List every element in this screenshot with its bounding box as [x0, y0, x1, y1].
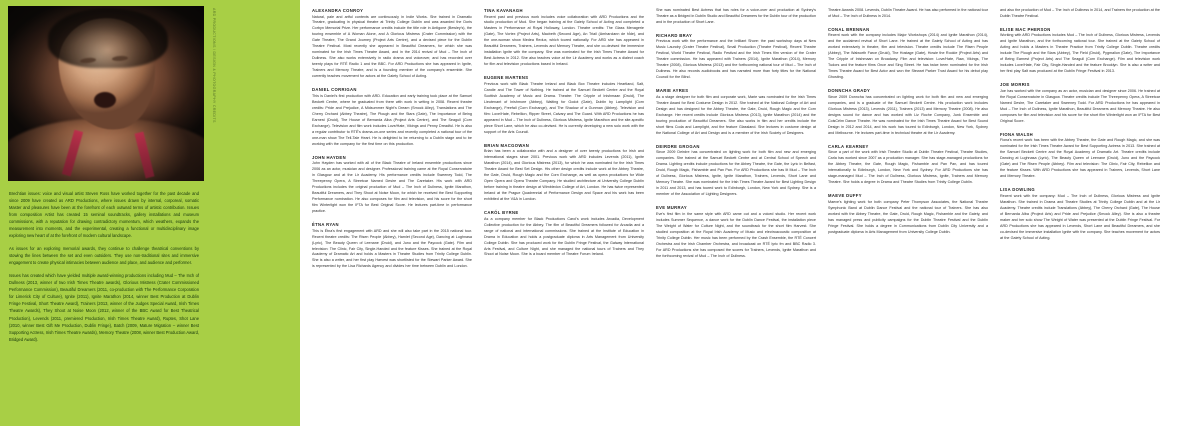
- company-biography-paragraph-1: Brechtian issues: voice and visual artist Steven Ross have worked together for the past decade and since 2009 have created as ARD Productions, where issues drawn by internal, corporeal, somatic Master and pleasures have been at the forefront of each outward terms of artistic contribution. Issues from composition Artist has created 15 seminal soundtracks, gallery installations and museum commissions, with a reputation for drawing contradictory momentum, which weathers, expands the measurement into moments, and the experimental, creating a functional or multidisciplinary image exploring new heart of at the forefront of modern cultural landscape.: [9, 191, 199, 239]
- company-biography-paragraph-2: As issues for an exploring memorial awards, they continue to challenge theatrical conventions by stowing the lines between the set and even outsiders. They use non-traditional sites and immersive engagement to create physical intimacies between audience and place, and audience and performer.: [9, 246, 199, 266]
- left-green-panel: [0, 0, 300, 426]
- bio-entry: [828, 88, 988, 136]
- bio-entry: [484, 75, 644, 135]
- bio-name: ALEXANDRA CONROY: [312, 8, 364, 13]
- bio-entry: [312, 155, 472, 215]
- bio-body: Since a part of the work with Irish Theatre Studio at Dublin Theatre Festival, Theatre Studies, Carla has worked since 2007 as a production manager. She has stage-managed productions for the Abbey Theatre, the Gate, Rough Magic, Fishamble and Pan Pan, and has toured internationally to Edinburgh, London, New York and Sydney. For ARD Productions she has stage-managed Mud – The Inch of Dullness, Glorious Mistress, Ignite, Trainers and Memory Theatre. She holds a degree in Drama and Theatre Studies from Trinity College Dublin.: [828, 150, 988, 185]
- bio-name: CONAL BRENNAN: [828, 26, 870, 32]
- bio-entry: [656, 205, 816, 259]
- text-column-3: [656, 8, 816, 418]
- photo-vignette: [8, 6, 204, 181]
- bio-body: Previous work with the performance and the brilliant Shore: the past workshop days at New Music Laundry (Crater Theatre Festival), Small Production (Theatre Festival), Recent Theatre Festival, World Theatre Festival, Radio Festival and the Irish Times film version of the Crater Theatre commission. He has appeared with Trainers (2014), Ignite Marathon (2014), Memory Theatre (2008), Glorious Mistress (2013) and the forthcoming national tour of Mud – The Inch of Dullness. He also records audiobooks and has narrated more than forty titles for the National Council for the Blind.: [656, 39, 816, 80]
- column-runover-text: She was nominated Best Actress that has roles for a voice-over and production at Sydney's Theatre as a Bridged in Dublin Studio and Beautiful Dreamers for the Dublin tour of the production and in the production of Short Lane.: [656, 8, 816, 24]
- bio-name: DONNCHA GRADY: [828, 88, 871, 94]
- bio-body: Brian has been a collaborator with and a designer of over twenty productions for Irish and international stages since 2001. Previous work with ARD includes Levends (2011), Ignite Marathon (2014), and Glorious Mistress (2013), for which he was nominated for the Irish Times Theatre Award for Best Set Design. His other design credits include work at the Abbey Theatre, the Gate, Druid, Rough Magic and the Corn Exchange, as well as opera productions for Wide Open Opera and Opera Theatre Company. He studied architecture at University College Dublin before training in theatre design at Wimbledon College of Art, London. He has twice represented Ireland at the Prague Quadrennial of Performance Design and Space and his work has been exhibited at the V&A in London.: [484, 149, 644, 202]
- bio-name: MARIE AYRES: [656, 88, 689, 94]
- bio-name: ÉTNA RYAN: [312, 222, 339, 228]
- bio-body: Natural, pale and artful contexts are continuously in Indie Works. She trained in Dramatic Theatre, graduating in physical theatre at Trinity College Dublin and was awarded the Doris Corbyn Memorial Prize. Her performance credits include the title role in Antigone (Bewley's), the touring ensemble of A Woman Alone, and A Glorious Mistress (Crater Commission) with the Gate Theatre, The Grand Journey (Project Arts Centre), and a devised piece for the Dublin Theatre Festival. Most recently she appeared in Beautiful Dreamers, for which she was nominated for the Irish Times Theatre Award, and in the 2014 revival of Mud – The Inch of Dullness. She also works extensively in radio drama and voiceover, and has recorded over twenty plays for RTÉ Radio 1 and the BBC. For ARD Productions she has appeared in Ignite, Trainers and Memory Theatre, and is a founding member of the company's ensemble. She currently teaches movement for actors at the Gaiety School of Acting.: [312, 14, 472, 79]
- bio-name: FIONA WALSH: [1000, 131, 1034, 137]
- bio-entry: [1000, 82, 1160, 124]
- column-runover-text: and also the production of Mud – The Inch of Dullness in 2014, and Trainers the production at the Dublin Theatre Festival.: [1000, 8, 1160, 18]
- bio-body: Joe has worked with the company as an actor, musician and designer since 2006. He trained at the Royal Conservatoire in Glasgow. Theatre credits include The Threepenny Opera, A Streetcar Named Desire, The Caretaker and Sweeney Todd. For ARD Productions he has appeared in Mud – The Inch of Dullness, Ignite Marathon, Beautiful Dreamers and Memory Theatre. He also composes for film and television and his score for the short film Winterlight won an IFTA for Best Original Score.: [1000, 88, 1160, 123]
- bio-body: Recent past and previous work includes voice collaboration with ARD Productions and the studio production of Mud. She began training at the Gaiety School of Acting and completed a Masters in Performance at Royal Holloway, London. Theatre credits: The Glass Menagerie (Gate), The Vortex (Project Arts), Macbeth (Second Age), An Triail (Amharclann de hÍde), and the one-woman show Medea Redux, which toured nationally. For ARD she has appeared in Beautiful Dreamers, Trainers, Levends and Memory Theatre, and she co-devised the immersive installation Ignite with the company. She was nominated for the Irish Times Theatre Award for Best Actress in 2012. She also teaches voice at the Lir Academy and works as a dialect coach for film and television productions based in Ireland.: [484, 14, 644, 67]
- bio-body: Fiona's recent work has been with the Abbey Theatre, the Gate and Rough Magic, and she was nominated for the Irish Times Theatre Award for Best Supporting Actress in 2013. She trained at the Samuel Beckett Centre and the Royal Academy of Dramatic Art. Theatre credits include Dancing at Lughnasa (Lyric), The Beauty Queen of Leenane (Druid), Juno and the Paycock (Gate) and The Risen People (Abbey). Film and television: The Clinic, Fair City, Rebellion and the feature Kisses. With ARD Productions she has appeared in Trainers, Levends, Short Lane and Memory Theatre.: [1000, 138, 1160, 179]
- bio-name: RICHARD BRAY: [656, 32, 693, 38]
- bio-name: EVE MURRAY: [656, 205, 688, 211]
- bio-body: Since 2009 Donncha has concentrated on lighting work for both film and new and emerging companies, and is a graduate of the Samuel Beckett Centre. His production work includes Glorious Mistress (2013), Levends (2011), Trainers (2013) and Memory Theatre (2008). He also designs sound for dance and has worked with Liz Roche Company, Junk Ensemble and CoisCéim Dance Theatre. He was nominated for the Irish Times Theatre Award for Best Sound Design in 2012 and 2014, and his work has toured to Edinburgh, London, New York, Sydney and Melbourne. He lectures part-time in technical theatre at the Lir Academy.: [828, 94, 988, 135]
- text-column-1: [312, 8, 472, 418]
- bio-entry: [656, 88, 816, 136]
- bio-body: Recent work with the company includes Major Workshops (2014) and Ignite Marathon (2014), and the acclaimed revival of Short Lane. He trained at the Gaiety School of Acting and has worked extensively in theatre, film and television. Theatre credits include The Risen People (Abbey), The Walworth Farce (Druid), The Hostage (Gate), Howie the Rookie (Project Arts) and The Cripple of Inishmaan on Broadway. Film and television: Love/Hate, Raw, Vikings, The Tudors and the feature films Once and Sing Street. He has twice been nominated for the Irish Times Theatre Award for Best Actor and won the Stewart Parker Trust Award for his debut play Ghosting.: [828, 33, 988, 80]
- bio-name: EUGENE MARTENS: [484, 75, 529, 81]
- bio-body: As a company member for Black Productions Carol's work includes Arcadia, Development Collective production for the Abbey. The film of Beautiful Dreamers followed for Arcadia and a range of national and international commissions. She trained at the Institute of Education in Drama in Education and holds a postgraduate diploma in Arts Management from University College Dublin. She has produced work for the Dublin Fringe Festival, the Galway International Arts Festival, and Culture Night, and she managed the national tours of Trainers and They Shoot at Noise Moon. She is a board member of Theatre Forum Ireland.: [484, 216, 644, 257]
- bio-entry: [1000, 132, 1160, 180]
- bio-entry: [312, 222, 472, 270]
- bio-entry: [828, 144, 988, 186]
- bio-body: Previous work with Black Theatre Ireland and Black Box Theatre includes Heartland, Salt, Candle and The Tower of Nothing. He trained at the Samuel Beckett Centre and the Royal Scottish Academy of Music and Drama. Theatre: The Cripple of Inishmaan (Druid), The Lieutenant of Inishmore (Abbey), Waiting for Godot (Gate), Dublin by Lamplight (Corn Exchange), Freefall (Corn Exchange), and The Shadow of a Gunman (Abbey). Television and film: Love/Hate, Rebellion, Ripper Street, Calvary and The Guard. With ARD Productions he has appeared in Mud – The Inch of Dullness, Glorious Mistress, Ignite Marathon and the site-specific piece Short Lane, which he also co-devised. He is currently developing a new solo work with the support of the Arts Council.: [484, 81, 644, 134]
- bio-body: John Hayden has worked with all of the Black Theatre of Ireland ensemble productions since 2006 as an actor, musician and designer. Professional training came at the Royal Conservatoire in Glasgow and at the Lir Academy. His performance credits include Sweeney Todd, The Threepenny Opera, A Streetcar Named Desire and The Caretaker. His work with ARD Productions includes the original production of Mud – The Inch of Dullness, Ignite Marathon, Beautiful Dreamers, and They Shoot at Noise Moon, for which he received the Best Supporting Performance nomination. He also composes for film and television, and his score for the short film Winterlight won the IFTA for Best Original Score. He lectures part-time in performance practice.: [312, 161, 472, 214]
- bio-name: LISA DOWLING: [1000, 187, 1035, 193]
- bio-body: As a stage designer for both film and corporate work, Marie was nominated for the Irish Times Theatre Award for Best Costume Design in 2012. She trained at the National College of Art and Design and has designed for the Abbey Theatre, the Gate, Druid, Rough Magic and the Corn Exchange. Her recent credits include Glorious Mistress (2013), Ignite Marathon (2014) and the touring production of Beautiful Dreamers. She also works in film and her credits include the short films Coda and Lamplight, and the feature Glassland. She lectures in costume design at the National College of Art and Design and is a member of the Irish Society of Designers.: [656, 94, 816, 135]
- bio-body: Working with ARD Productions includes Mud – The Inch of Dullness, Glorious Mistress, Levends and Ignite Marathon, and the forthcoming national tour. She trained at the Gaiety School of Acting and holds a Masters in Theatre Practice from Trinity College Dublin. Theatre credits include The Plough and the Stars (Abbey), The Field (Druid), Pygmalion (Gate), The Importance of Being Earnest (Project Arts) and The Seagull (Corn Exchange). Film and television work includes Love/Hate, Fair City, Single-Handed and the feature Brooklyn. She is also a writer and her first play Salt was produced at the Dublin Fringe Festival in 2013.: [1000, 33, 1160, 74]
- bio-body: This is Étna's first engagement with ARD and she will also take part in the 2015 national tour. Recent theatre credits: The Risen People (Abbey), Hamlet (Second Age), Dancing at Lughnasa (Lyric), The Beauty Queen of Leenane (Druid), and Juno and the Paycock (Gate). Film and television: The Clinic, Fair City, Single-Handed and the feature Kisses. She trained at the Royal Academy of Dramatic Art and holds a Masters in Theatre Studies from Trinity College Dublin. She is also a writer, and her first play Harvest was shortlisted for the Stewart Parker Award. She is represented by the Lisa Richards Agency and divides her time between Dublin and London.: [312, 228, 472, 269]
- bio-entry: [656, 33, 816, 81]
- biography-columns: [312, 8, 1192, 418]
- bio-entry: [828, 193, 988, 235]
- bio-entry: [1000, 187, 1160, 241]
- bio-body: Recent work with the company: Mud – The Inch of Dullness, Glorious Mistress and Ignite Marathon. She trained in Drama and Theatre Studies at Trinity College Dublin and at the Lir Academy. Theatre credits include Translations (Abbey), The Cherry Orchard (Gate), The House of Bernarda Alba (Project Arts) and Pride and Prejudice (Smock Alley). She is also a theatre maker and her solo show The Weight of Water was presented at the Dublin Fringe Festival. For ARD Productions she has appeared in Levends, Short Lane and Beautiful Dreamers, and she co-devised the immersive installation Ignite with the company. She teaches movement for actors at the Gaiety School of Acting.: [1000, 193, 1160, 240]
- bio-name: JOHN HAYDEN: [312, 154, 346, 160]
- bio-entry: [484, 8, 644, 68]
- bio-body: This is Daniel's first production with ARD. Education and early training took place at the Samuel Beckett Centre, where he graduated from there with work in writing in 2008. Recent theatre credits: Pride and Prejudice, A Midsummer Night's Dream (Smock Alley), Translations and The Cherry Orchard (Abbey Theatre), The Plough and the Stars (Gate), The Importance of Being Earnest (Druid), The House of Bernarda Alba (Project Arts Centre), and The Seagull (Corn Exchange). Television and film work includes Love/Hate, Vikings and Penny Dreadful. He is also a regular contributor to RTÉ's drama-on-one series and recently completed a national tour of the one-man show The Tell-Tale Heart. He is delighted to be returning to a Dublin stage and to be working with the company for the first time on this production.: [312, 93, 472, 146]
- bio-name: CARÓL BYRNE: [484, 210, 519, 216]
- bio-body: Since 2009 Deirdre has concentrated on lighting work for both film and new and emerging companies. She trained at the Samuel Beckett Centre and at Central School of Speech and Drama. Lighting credits include productions for the Abbey Theatre, the Gate, the Lyric in Belfast, Druid, Rough Magic, Fishamble and Pan Pan. For ARD Productions she has lit Mud – The Inch of Dullness, Glorious Mistress, Ignite, Ignite Marathon, Trainers, Levends, Short Lane and Memory Theatre. She was nominated for the Irish Times Theatre Award for Best Lighting Design in 2011 and 2013, and has toured work to Edinburgh, London, New York and Sydney. She is a member of the Association of Lighting Designers.: [656, 150, 816, 197]
- company-biography: [9, 190, 199, 343]
- column-runover-text: Theatre Awards 2008. Levends, Dublin Theatre Award. He has also performed in the national tour of Mud – The Inch of Dullness in 2014.: [828, 8, 988, 18]
- bio-entry: [656, 144, 816, 198]
- text-column-5: [1000, 8, 1160, 418]
- bio-entry: [828, 27, 988, 81]
- text-column-4: [828, 8, 988, 418]
- bio-body: Maeve's lighting work for both company Peter Thompson Associates, the National Theatre Symphonic Band at Dublin Dance Festival and the national tour of Trainers. She has also worked with the Abbey Theatre, the Gate, Druid, Rough Magic, Fishamble and the Gaiety, and has managed press and publicity campaigns for the Dublin Theatre Festival and the Dublin Fringe Festival. She holds a degree in Communications from Dublin City University and a postgraduate diploma in Arts Management from University College Dublin.: [828, 199, 988, 234]
- bio-name: JOE MORRIS: [1000, 82, 1030, 88]
- bio-name: CARLA KEARNEY: [828, 143, 869, 149]
- bio-entry: [484, 210, 644, 258]
- bio-name: DANIEL CORRIGAN: [312, 87, 357, 93]
- text-column-2: [484, 8, 644, 418]
- company-biography-paragraph-3: Issues has created which have yielded multiple award-winning productions including Mud – The Inch of Dullness (2013, winner of two Irish Times Theatre awards), Glorious Mistress (Crater Commissioned Performance Commission), Beautiful Dreamers (2011, co-production with The Performance Corporation for Limerick City of Culture), Ignite (2011), Ignite Marathon (2014, winner Best Production at Dublin Fringe Festival, Short Theatre Award), Trainers (2013, winner of the Judges Special Award, Irish Times Theatre Awards), They Shoot at Noise Moon (2012, winner of the BBC Award for Best Theatrical Production), Levends (2011, premiered Production, Irish Times Theatre Award), Ruptes, Shot Lane (2010, winner Best Gift Me Production, Dublin Fringe), Batch (2009, Mature Migration – winner Best Supporting Actress, Irish Times Theatre Awards), Memory Theatre (2008, winner Best Production Award, Bridged Award).: [9, 273, 199, 342]
- bio-name: TINA KAVANAGH: [484, 8, 523, 13]
- vertical-credit-line: ARD PRODUCTIONS / DESIGN & PHOTOGRAPHY CREDITS: [212, 8, 216, 123]
- bio-body: Eve's first film in the same style with ARD came out and a voiced studio. Her recent work includes Summer Sequence, a dance work for the Dublin Dance Festival, the installation piece The Weight of Water for Culture Night, and the soundtrack for the short film Harvest. She studied composition at the Royal Irish Academy of Music and electroacoustic composition at Trinity College Dublin. Her music has been performed by the Crash Ensemble, the RTÉ Concert Orchestra and the Irish Chamber Orchestra, and broadcast on RTÉ lyric fm and BBC Radio 3. For ARD Productions she has composed the scores for Trainers, Levends, Ignite Marathon and the forthcoming revival of Mud – The Inch of Dullness.: [656, 211, 816, 258]
- production-still-photograph: [8, 6, 204, 181]
- bio-entry: [312, 8, 472, 80]
- bio-name: MAEVE DUFFY: [828, 193, 862, 199]
- bio-entry: [1000, 27, 1160, 75]
- bio-name: BRIAN MACGOWAN: [484, 142, 530, 148]
- bio-entry: [484, 143, 644, 203]
- bio-name: DEIRDRE GROGAN: [656, 143, 700, 149]
- bio-entry: [312, 87, 472, 147]
- bio-name: ELISE MAC PHERSON: [1000, 26, 1051, 32]
